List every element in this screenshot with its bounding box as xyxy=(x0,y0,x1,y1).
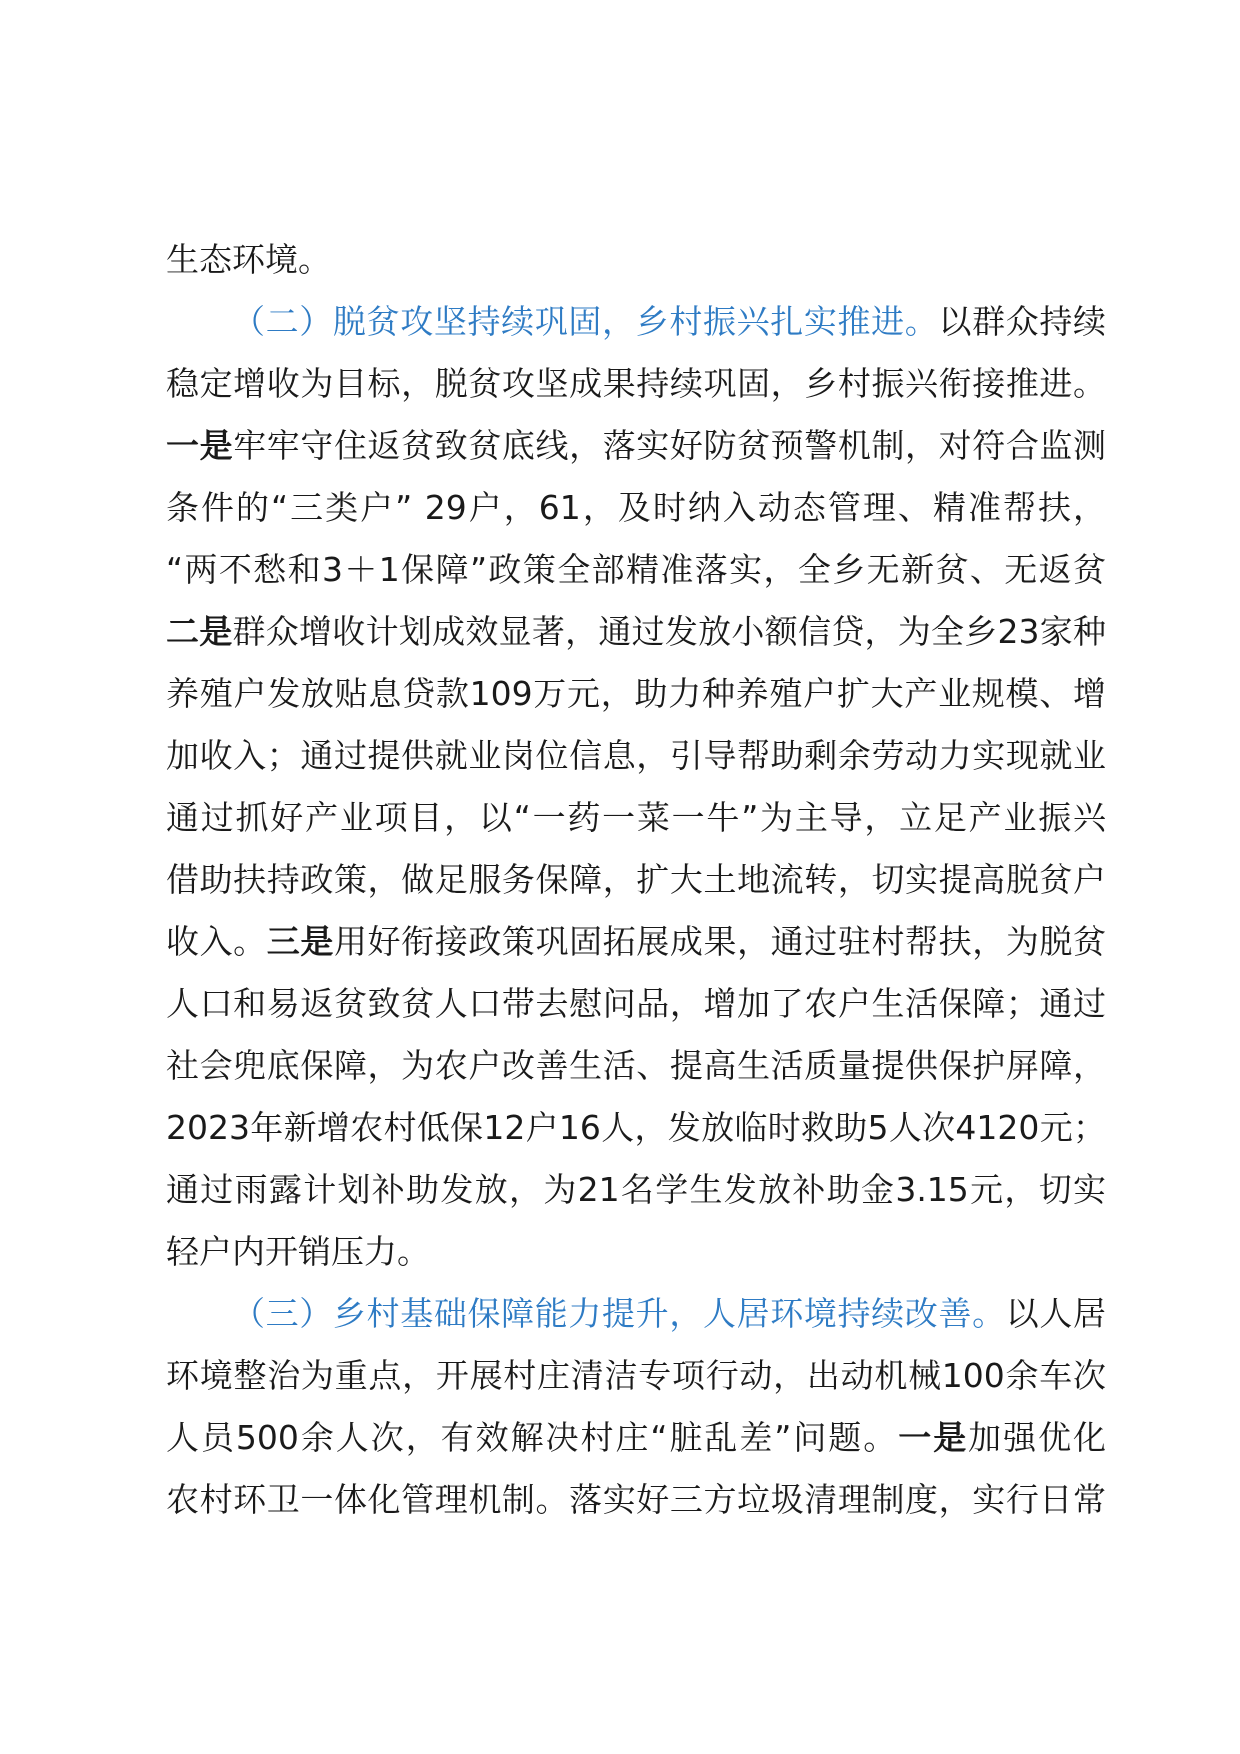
body-text: 养殖户发放贴息贷款109万元，助力种养殖户扩大产业规模、增 xyxy=(166,674,1106,713)
list-marker: 三是 xyxy=(266,922,334,961)
text-line xyxy=(166,601,1106,663)
body-text: 社会兜底保障，为农户改善生活、提高生活质量提供保护屏障， xyxy=(166,1046,1106,1085)
text-line xyxy=(166,1159,1106,1221)
text-line xyxy=(166,911,1106,973)
body-text: 生态环境。 xyxy=(166,240,331,279)
body-text: 通过雨露计划补助发放，为21名学生发放补助金3.15元，切实 xyxy=(166,1170,1106,1209)
list-marker: 二是 xyxy=(166,612,233,651)
body-text: 人口和易返贫致贫人口带去慰问品，增加了农户生活保障；通过 xyxy=(166,984,1106,1023)
body-text: 加收入；通过提供就业岗位信息，引导帮助剩余劳动力实现就业 xyxy=(166,736,1106,775)
body-text: 借助扶持政策，做足服务保障，扩大土地流转，切实提高脱贫户 xyxy=(166,860,1106,899)
text-line xyxy=(166,787,1106,849)
section-heading: （二）脱贫攻坚持续巩固，乡村振兴扎实推进。 xyxy=(232,302,939,341)
body-text: 环境整治为重点，开展村庄清洁专项行动，出动机械100余车次 xyxy=(166,1356,1106,1395)
text-line xyxy=(166,1221,1106,1283)
text-line xyxy=(166,539,1106,601)
body-text: 2023年新增农村低保12户16人，发放临时救助5人次4120元； xyxy=(166,1108,1106,1147)
body-text: 加强优化 xyxy=(968,1418,1106,1457)
body-text: 以人居 xyxy=(1005,1294,1106,1333)
body-text: 收入。 xyxy=(166,922,267,961)
body-text: 通过抓好产业项目，以“一药一菜一牛”为主导，立足产业振兴 xyxy=(166,798,1106,837)
text-line xyxy=(166,725,1106,787)
list-marker: 一是 xyxy=(898,1418,969,1457)
body-text: 农村环卫一体化管理机制。落实好三方垃圾清理制度，实行日常 xyxy=(166,1480,1106,1519)
text-line xyxy=(166,477,1106,539)
text-line xyxy=(166,353,1106,415)
text-line xyxy=(166,1097,1106,1159)
text-line xyxy=(166,229,1106,291)
text-line xyxy=(166,1283,1106,1345)
body-text: 牢牢守住返贫致贫底线，落实好防贫预警机制，对符合监测 xyxy=(233,426,1106,465)
body-text: 以群众持续 xyxy=(938,302,1106,341)
text-line xyxy=(166,849,1106,911)
document-body xyxy=(166,229,1106,1531)
list-marker: 一是 xyxy=(166,426,234,465)
body-text: 用好衔接政策巩固拓展成果，通过驻村帮扶，为脱贫 xyxy=(333,922,1106,961)
section-heading: （三）乡村基础保障能力提升，人居环境持续改善。 xyxy=(232,1294,1006,1333)
text-line xyxy=(166,1407,1106,1469)
body-text: 轻户内开销压力。 xyxy=(166,1232,430,1271)
text-line xyxy=(166,663,1106,725)
text-line xyxy=(166,1345,1106,1407)
text-line xyxy=(166,973,1106,1035)
body-text: 群众增收计划成效显著，通过发放小额信贷，为全乡23家种 xyxy=(232,612,1106,651)
body-text: “两不愁和3＋1保障”政策全部精准落实，全乡无新贫、无返贫 xyxy=(166,550,1106,589)
body-text: 条件的“三类户” 29户，61，及时纳入动态管理、精准帮扶， xyxy=(166,488,1106,527)
text-line xyxy=(166,291,1106,353)
text-line xyxy=(166,1469,1106,1531)
text-line xyxy=(166,415,1106,477)
text-line xyxy=(166,1035,1106,1097)
body-text: 稳定增收为目标，脱贫攻坚成果持续巩固，乡村振兴衔接推进。 xyxy=(166,364,1106,403)
body-text: 人员500余人次，有效解决村庄“脏乱差”问题。 xyxy=(166,1418,899,1457)
